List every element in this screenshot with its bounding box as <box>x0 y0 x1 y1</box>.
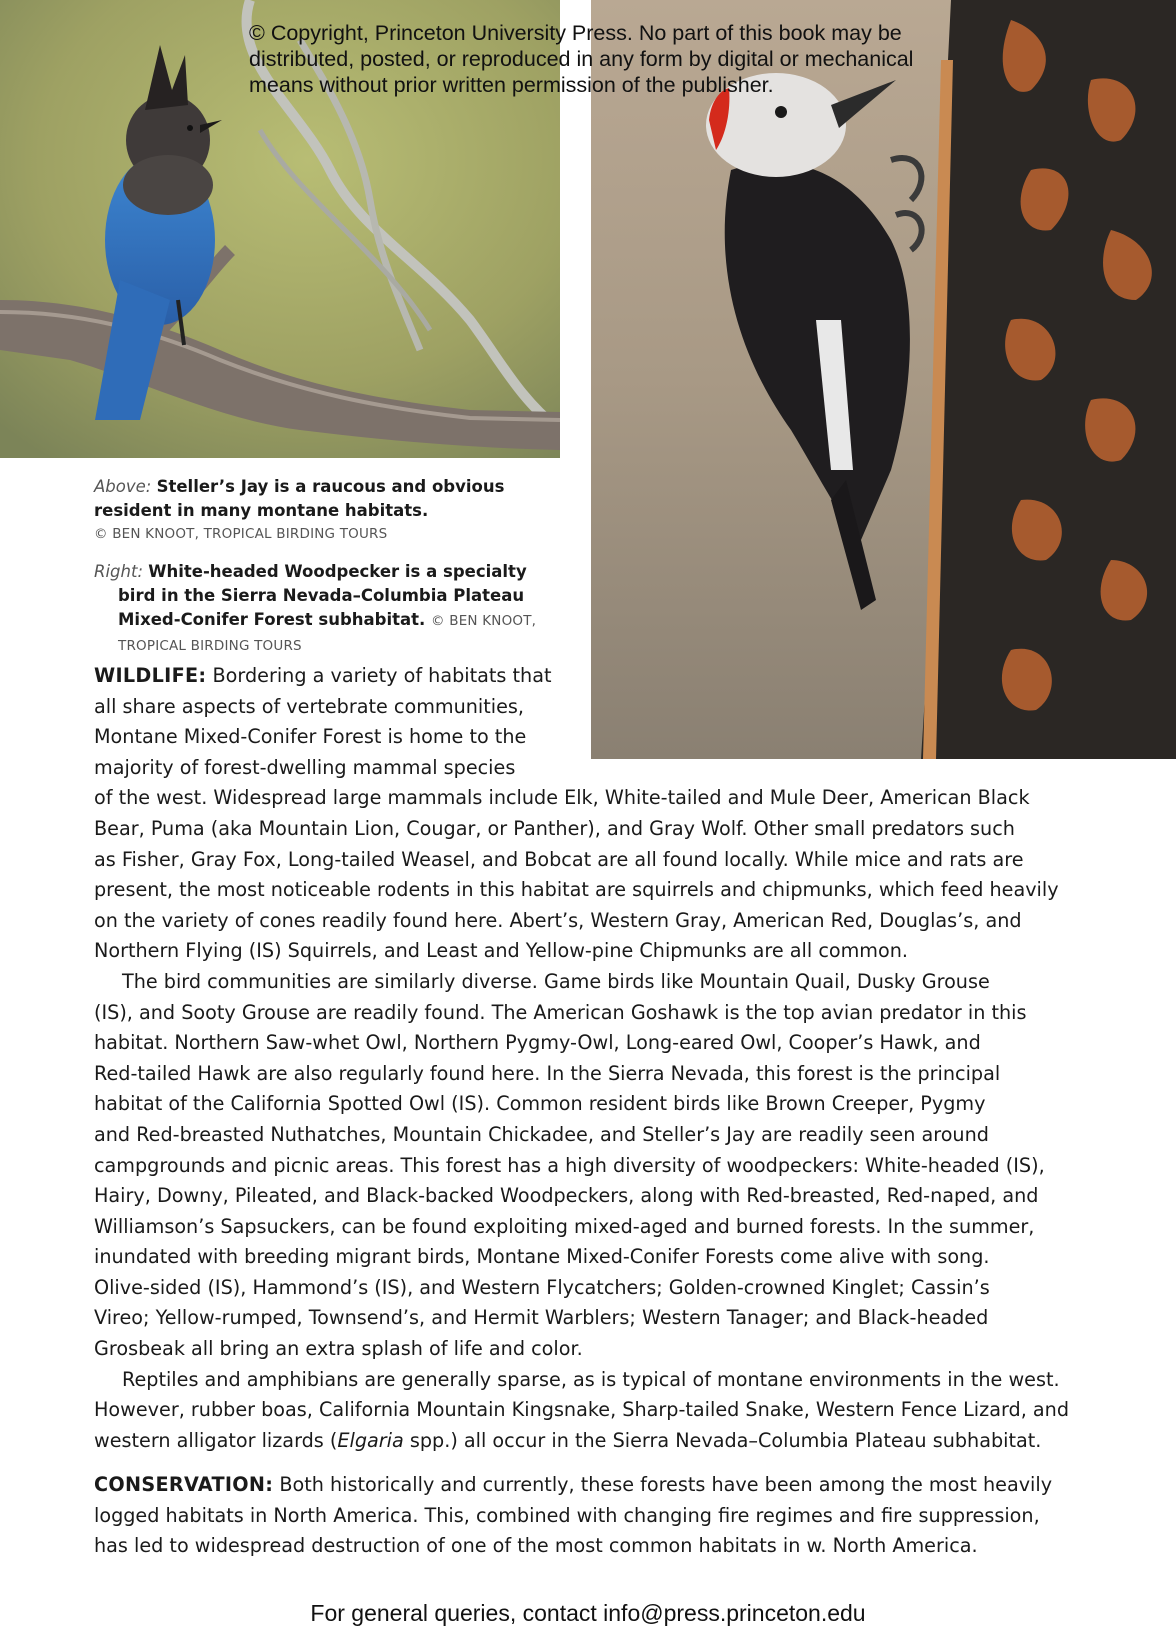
white-headed-woodpecker-photo <box>591 0 1176 759</box>
section-heading: WILDLIFE: <box>94 664 207 687</box>
copyright-line: means without prior written permission of the publisher. <box>249 73 774 97</box>
caption-above <box>94 475 524 545</box>
birds-line: Hairy, Downy, Pileated, and Black-backed Woodpeckers, along with Red-breasted, Red-naped, and <box>94 1184 1039 1208</box>
birds-line: habitat of the California Spotted Owl (IS). Common resident birds like Brown Creeper, Pygmy <box>94 1092 986 1116</box>
birds-line: (IS), and Sooty Grouse are readily found. The American Goshawk is the top avian predator in this <box>94 1000 1027 1024</box>
conservation-line <box>94 1470 1064 1501</box>
wildlife-section <box>94 661 1069 1456</box>
birds-line: habitat. Northern Saw-whet Owl, Northern Pygmy-Owl, Long-eared Owl, Cooper’s Hawk, and <box>94 1031 981 1055</box>
birds-line: The bird communities are similarly diverse. Game birds like Mountain Quail, Dusky Grouse <box>122 969 990 993</box>
wildlife-line: as Fisher, Gray Fox, Long-tailed Weasel, and Bobcat are all found locally. While mice and rats are <box>94 847 1024 871</box>
copyright-line: distributed, posted, or reproduced in any form by digital or mechanical <box>249 47 914 71</box>
reptiles-line: Reptiles and amphibians are generally sparse, as is typical of montane environments in the west. <box>122 1367 1060 1391</box>
birds-line: Williamson’s Sapsuckers, can be found exploiting mixed-aged and burned forests. In the summer, <box>94 1214 1035 1238</box>
caption-text: White-headed Woodpecker is a specialty bird in the Sierra Nevada–Columbia Plateau Mixed-Conifer Forest subhabitat. <box>118 562 527 629</box>
wildlife-line: Bear, Puma (aka Mountain Lion, Cougar, or Panther), and Gray Wolf. Other small predators such <box>94 816 1015 840</box>
section-heading: CONSERVATION: <box>94 1473 274 1496</box>
birds-line: Grosbeak all bring an extra splash of life and color. <box>94 1337 583 1361</box>
conservation-section <box>94 1470 1064 1562</box>
reptiles-line: However, rubber boas, California Mountain Kingsnake, Sharp-tailed Snake, Western Fence Lizard, and <box>94 1398 1069 1422</box>
wildlife-line <box>94 661 1064 692</box>
line-text: spp.) all occur in the Sierra Nevada–Columbia Plateau subhabitat. <box>403 1428 1042 1452</box>
copyright-notice <box>249 20 949 98</box>
reptiles-line <box>94 1426 1064 1457</box>
birds-line: campgrounds and picnic areas. This forest has a high diversity of woodpeckers: White-headed (IS), <box>94 1153 1045 1177</box>
line-text: Both historically and currently, these forests have been among the most heavily <box>273 1473 1053 1496</box>
birds-line: Red-tailed Hawk are also regularly found here. In the Sierra Nevada, this forest is the principal <box>94 1061 1001 1085</box>
wildlife-line: majority of forest-dwelling mammal species <box>94 755 516 779</box>
conservation-line: has led to widespread destruction of one of the most common habitats in w. North America. <box>94 1534 978 1558</box>
bird-photo-icon <box>591 0 1176 759</box>
caption-lead: Right: <box>94 562 149 581</box>
caption-lead: Above: <box>94 477 157 496</box>
conservation-line: logged habitats in North America. This, combined with changing fire regimes and fire suppression, <box>94 1503 1040 1527</box>
wildlife-line: Northern Flying (IS) Squirrels, and Least and Yellow-pine Chipmunks are all common. <box>94 939 908 963</box>
birds-line: and Red-breasted Nuthatches, Mountain Chickadee, and Steller’s Jay are readily seen around <box>94 1122 989 1146</box>
caption-text: Steller’s Jay is a raucous and obvious resident in many montane habitats. <box>94 477 505 520</box>
copyright-line: © Copyright, Princeton University Press. No part of this book may be <box>249 21 902 45</box>
photo-credit: © BEN KNOOT, TROPICAL BIRDING TOURS <box>118 613 537 654</box>
wildlife-line: of the west. Widespread large mammals include Elk, White-tailed and Mule Deer, American Black <box>94 786 1030 810</box>
footer-contact: For general queries, contact info@press.princeton.edu <box>310 1600 866 1626</box>
caption-right <box>94 560 562 658</box>
line-text: western alligator lizards ( <box>94 1428 338 1452</box>
wildlife-line: Montane Mixed-Conifer Forest is home to the <box>94 725 527 749</box>
birds-line: Vireo; Yellow-rumped, Townsend’s, and Hermit Warblers; Western Tanager; and Black-headed <box>94 1306 989 1330</box>
genus-name: Elgaria <box>337 1428 404 1452</box>
birds-line: Olive-sided (IS), Hammond’s (IS), and Western Flycatchers; Golden-crowned Kinglet; Cassin’s <box>94 1275 990 1299</box>
wildlife-line: present, the most noticeable rodents in this habitat are squirrels and chipmunks, which feed heavily <box>94 878 1059 902</box>
line-text: Bordering a variety of habitats that <box>206 664 552 687</box>
wildlife-line: on the variety of cones readily found here. Abert’s, Western Gray, American Red, Douglas’s, and <box>94 908 1022 932</box>
wildlife-line: all share aspects of vertebrate communities, <box>94 694 525 718</box>
birds-line: inundated with breeding migrant birds, Montane Mixed-Conifer Forests come alive with song. <box>94 1245 990 1269</box>
photo-credit: © BEN KNOOT, TROPICAL BIRDING TOURS <box>94 526 388 542</box>
